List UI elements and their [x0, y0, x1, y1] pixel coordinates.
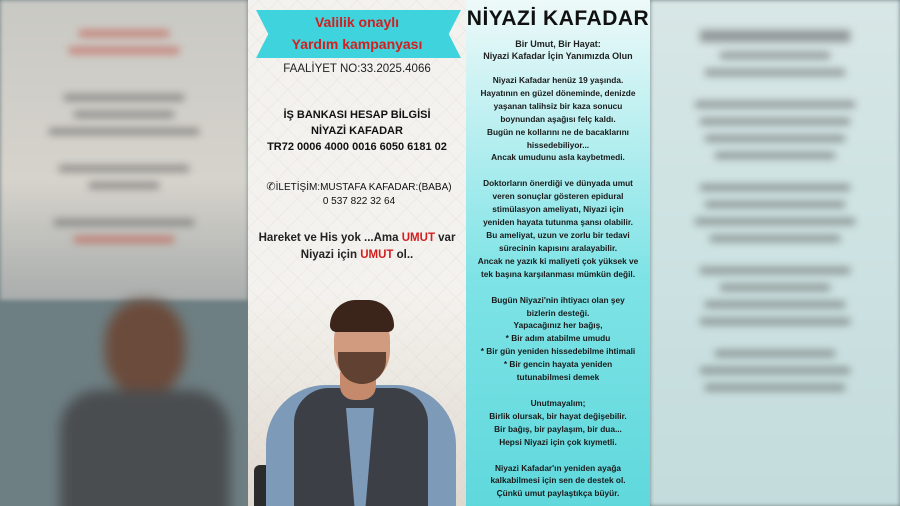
- story-line: Bugün ne kollarını ne de bacaklarını: [486, 126, 629, 137]
- story-line: bizlerin desteği.: [526, 307, 590, 318]
- contact-info: [252, 180, 466, 209]
- phone-icon: ✆: [266, 181, 276, 193]
- poster-subtitle: [466, 38, 650, 62]
- ribbon-line-1: Valilik onaylı: [314, 14, 400, 30]
- slogan-umut: UMUT: [360, 249, 394, 261]
- blurred-text: [690, 20, 860, 401]
- story-line: Niyazi Kafadar henüz 19 yaşında.: [492, 75, 624, 85]
- poster-left-panel: [248, 0, 466, 506]
- blurred-background-right: [650, 0, 900, 506]
- story-line: Birlik olursak, bir hayat değişebilir.: [489, 410, 627, 421]
- story-paragraph: [470, 74, 646, 164]
- story-line: Yapacağınız her bağış,: [513, 320, 603, 331]
- activity-number: FAALİYET NO:33.2025.4066: [283, 63, 431, 75]
- ribbon-line-2: Yardım kampanyası: [291, 36, 423, 52]
- story-line: tek başına karşılanması mümkün değil.: [480, 268, 635, 279]
- story-line: Doktorların önerdiği ve dünyada umut: [483, 178, 633, 189]
- story-line: Hepsi Niyazi için çok kıymetli.: [499, 436, 617, 447]
- story-paragraph: [470, 462, 646, 501]
- approval-ribbon: [248, 10, 466, 58]
- bank-info: [248, 107, 466, 155]
- contact-label: İLETİŞİM:MUSTAFA KAFADAR:(BABA): [275, 182, 452, 193]
- story-line: Hayatının en güzel döneminde, denizde: [480, 87, 636, 98]
- subtitle-line: Bir Umut, Bir Hayat:: [515, 39, 601, 49]
- story-paragraph: [470, 177, 646, 280]
- story-line: Ancak ne yazık ki maliyeti çok yüksek ve: [477, 255, 639, 266]
- person-photo: [248, 290, 466, 506]
- slogan: [248, 230, 466, 264]
- story-line: * Bir adım atabilme umudu: [505, 333, 611, 344]
- subtitle-line: Niyazi Kafadar İçin Yanımızda Olun: [483, 51, 633, 61]
- story-line: boynundan aşağısı felç kaldı.: [500, 113, 616, 124]
- blurred-person: [60, 300, 230, 506]
- slogan-text: var: [434, 232, 456, 244]
- story-line: tutunabilmesi demek: [516, 372, 600, 383]
- story-line: Unutmayalım;: [530, 397, 586, 408]
- story-paragraph: [470, 294, 646, 384]
- story-line: hissedebiliyor...: [526, 139, 590, 150]
- story-line: Bir bağış, bir paylaşım, bir dua...: [494, 423, 622, 434]
- contact-phone: 0 537 822 32 64: [322, 196, 396, 207]
- story-line: kalkabilmesi için sen de destek ol.: [490, 475, 626, 486]
- iban: TR72 0006 4000 0016 6050 6181 02: [267, 141, 447, 153]
- story-line: Niyazi Kafadar'ın yeniden ayağa: [494, 462, 621, 473]
- bank-title: İŞ BANKASI HESAP BİLGİSİ: [283, 109, 431, 121]
- story-line: stimülasyon ameliyatı, Niyazi için: [492, 204, 624, 215]
- story-line: Çünkü umut paylaştıkça büyür.: [496, 488, 620, 499]
- account-holder: NİYAZİ KAFADAR: [311, 125, 403, 137]
- slogan-text: ol..: [393, 249, 414, 261]
- campaign-poster: [248, 0, 650, 506]
- story-line: * Bir gencin hayata yeniden: [503, 359, 613, 370]
- story-paragraph: [470, 397, 646, 449]
- story-line: Ancak umudunu asla kaybetmedi.: [491, 152, 625, 163]
- story-line: Bugün Niyazi'nin ihtiyacı olan şey: [491, 294, 625, 305]
- slogan-text: Niyazi için: [300, 249, 361, 261]
- blurred-background-left: [0, 0, 248, 506]
- story-line: veren sonuçlar gösteren epidural: [492, 191, 624, 202]
- story-line: yeniden hayata tutunma şansı olabilir.: [483, 217, 633, 228]
- story-line: Bu ameliyat, uzun ve zorlu bir tedavi: [486, 229, 630, 240]
- slogan-text: Hareket ve His yok ...Ama: [258, 232, 402, 244]
- blurred-text: [40, 20, 208, 253]
- slogan-umut: UMUT: [401, 232, 435, 244]
- story-line: yaşanan talihsiz bir kaza sonucu: [493, 100, 623, 111]
- story-line: * Bir gün yeniden hissedebilme ihtimali: [480, 346, 636, 357]
- story-line: sürecinin kapısını aralayabilir.: [498, 242, 618, 253]
- story-text: [466, 74, 650, 500]
- poster-right-panel: [466, 0, 650, 506]
- poster-title: NİYAZİ KAFADAR: [466, 7, 650, 30]
